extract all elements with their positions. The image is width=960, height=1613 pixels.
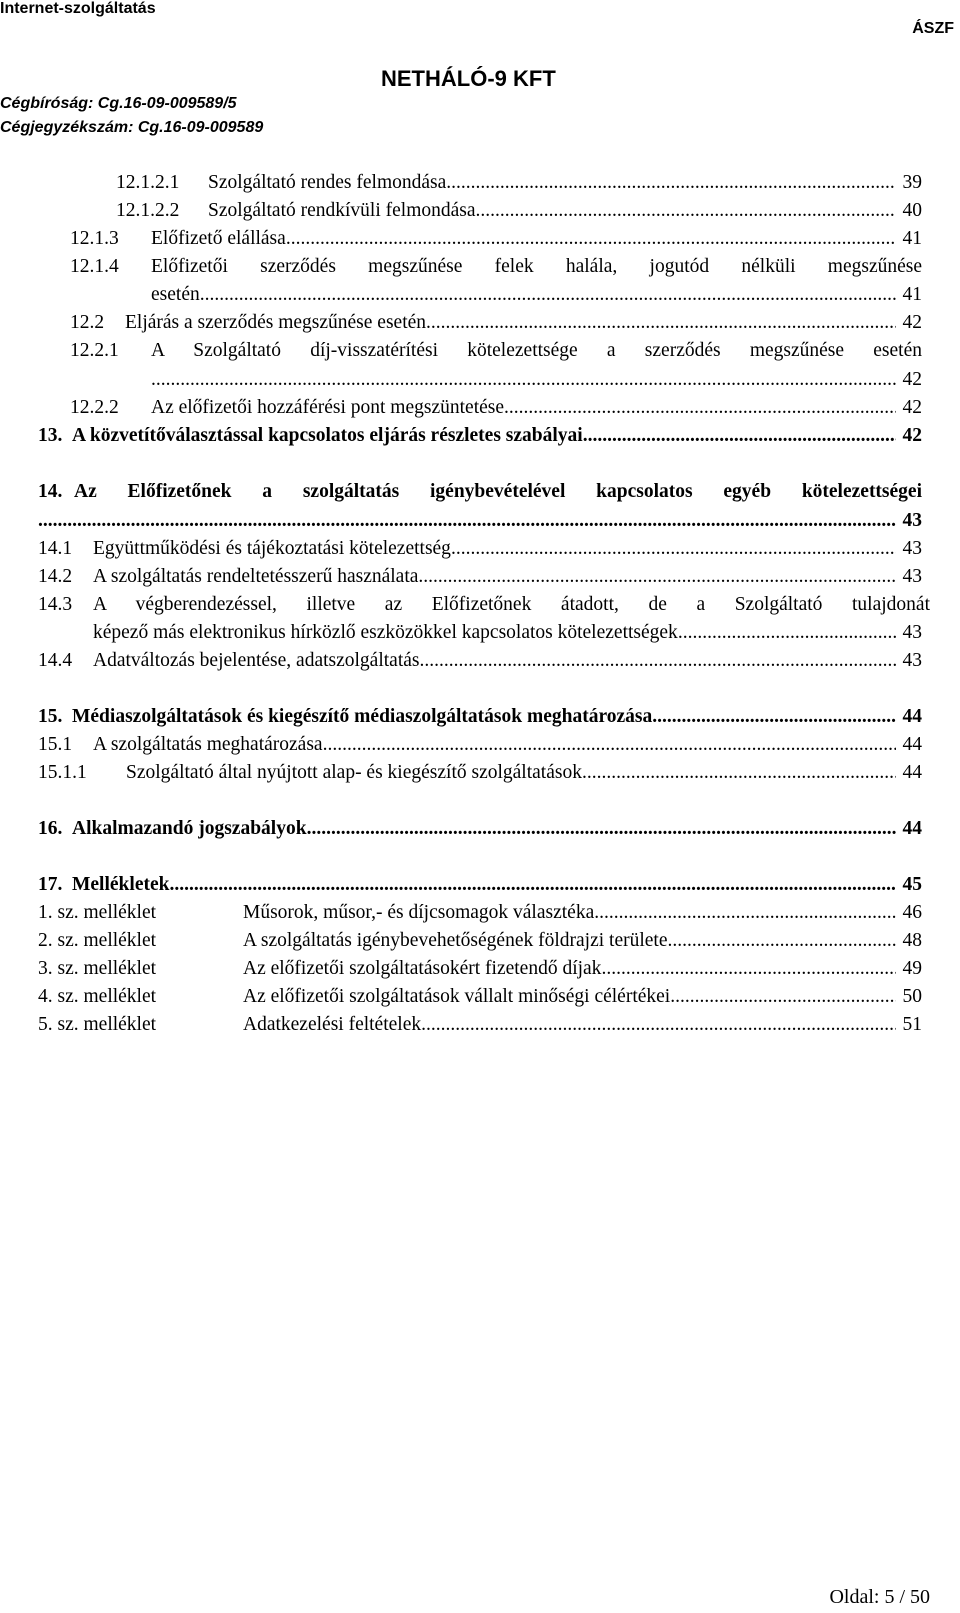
toc-entry[interactable] [0, 423, 960, 449]
toc-annex-number: 4. sz. melléklet [38, 986, 157, 1007]
toc-entry-title: Alkalmazandó jogszabályok [72, 818, 307, 839]
header-left-title: Internet-szolgáltatás [0, 0, 156, 17]
toc-entry[interactable] [0, 872, 960, 898]
toc-annex-entry[interactable] [0, 928, 960, 954]
toc-entry-number: 17. [38, 874, 63, 895]
toc-annex-number: 2. sz. melléklet [38, 930, 157, 951]
toc-entry[interactable] [0, 564, 960, 590]
toc-entry-title: Előfizetői szerződés megszűnése felek halála, jogutód nélküli megszűnése [151, 256, 922, 277]
toc-entry-number: 16. [38, 818, 63, 839]
toc-entry-page: 43 [902, 538, 922, 559]
toc-entry-number: 14. [38, 481, 63, 502]
toc-entry-number: 14.4 [38, 650, 73, 671]
toc-entry[interactable] [0, 254, 960, 280]
toc-entry-title: Az előfizetői hozzáférési pont megszüntetése [151, 397, 505, 418]
toc-entry-number: 12.2.2 [70, 397, 119, 418]
court-registration: Cégbíróság: Cg.16-09-009589/5 [0, 95, 237, 112]
toc-entry-number: 14.3 [38, 594, 73, 615]
toc-entry-page: 40 [902, 200, 922, 221]
toc-entry-page: 51 [902, 1014, 922, 1035]
toc-annex-number: 3. sz. melléklet [38, 958, 157, 979]
toc-annex-entry[interactable] [0, 900, 960, 926]
toc-entry-number: 12.1.2.2 [116, 200, 180, 221]
toc-entry-title: A szolgáltatás rendeltetésszerű használata [93, 566, 419, 587]
toc-entry[interactable] [0, 648, 960, 674]
toc-entry-page: 41 [902, 228, 922, 249]
toc-entry-number: 14.1 [38, 538, 73, 559]
toc-entry[interactable] [0, 536, 960, 562]
toc-entry[interactable] [0, 310, 960, 336]
company-registration: Cégjegyzékszám: Cg.16-09-009589 [0, 119, 264, 136]
toc-entry-title: A közvetítőválasztással kapcsolatos eljárás részletes szabályai [72, 425, 583, 446]
toc-entry-title-cont: esetén [151, 284, 200, 305]
toc-entry-page: 45 [902, 874, 922, 895]
toc-entry-page: 43 [902, 510, 922, 531]
toc-entry-title: Médiaszolgáltatások és kiegészítő médiaszolgáltatások meghatározása [72, 706, 653, 727]
toc-entry-page: 42 [902, 397, 922, 418]
toc-entry-continuation[interactable] [0, 367, 960, 393]
toc-entry-title: Mellékletek [72, 874, 170, 895]
toc-entry-title-cont: képező más elektronikus hírközlő eszközökkel kapcsolatos kötelezettségek [93, 622, 678, 643]
toc-entry-continuation[interactable] [0, 282, 960, 308]
toc-entry-title: A szolgáltatás meghatározása [93, 734, 323, 755]
toc-entry-number: 12.1.2.1 [116, 172, 180, 193]
toc-entry-page: 42 [902, 425, 922, 446]
toc-entry[interactable] [0, 732, 960, 758]
toc-entry[interactable] [0, 704, 960, 730]
toc-entry-title: Szolgáltató rendes felmondása [208, 172, 447, 193]
toc-entry-page: 39 [902, 172, 922, 193]
page-number: Oldal: 5 / 50 [829, 1586, 930, 1608]
toc-entry-page: 43 [902, 566, 922, 587]
header-right-title: ÁSZF [912, 20, 954, 37]
toc-entry-page: 43 [902, 622, 922, 643]
toc-entry-title: A Szolgáltató díj-visszatérítési kötelezettsége a szerződés megszűnése esetén [151, 340, 922, 361]
toc-annex-title: A szolgáltatás igénybevehetőségének földrajzi területe [243, 930, 668, 951]
toc-entry-number: 12.2 [70, 312, 105, 333]
toc-entry-number: 14.2 [38, 566, 73, 587]
toc-entry-page: 44 [902, 706, 922, 727]
toc-entry-number: 12.1.4 [70, 256, 119, 277]
toc-annex-number: 1. sz. melléklet [38, 902, 157, 923]
toc-entry-page: 43 [902, 650, 922, 671]
toc-annex-title: Adatkezelési feltételek [243, 1014, 422, 1035]
toc-entry-page: 42 [902, 312, 922, 333]
toc-entry-page: 44 [902, 818, 922, 839]
toc-entry-number: 12.1.3 [70, 228, 119, 249]
toc-entry[interactable] [0, 395, 960, 421]
toc-entry-title: Eljárás a szerződés megszűnése esetén [125, 312, 427, 333]
toc-entry-number: 12.2.1 [70, 340, 119, 361]
toc-entry[interactable] [0, 170, 960, 196]
toc-entry[interactable] [0, 226, 960, 252]
toc-entry-title: Szolgáltató által nyújtott alap- és kiegészítő szolgáltatások [126, 762, 582, 783]
toc-entry-page: 44 [902, 734, 922, 755]
toc-annex-entry[interactable] [0, 984, 960, 1010]
toc-entry-page: 48 [902, 930, 922, 951]
toc-annex-title: Az előfizetői szolgáltatásokért fizetendő díjak [243, 958, 602, 979]
toc-entry-continuation[interactable] [0, 620, 960, 646]
toc-entry-page: 41 [902, 284, 922, 305]
company-name: NETHÁLÓ-9 KFT [381, 66, 556, 91]
toc-entry[interactable] [0, 338, 960, 364]
toc-entry[interactable] [0, 816, 960, 842]
toc-entry[interactable] [0, 592, 960, 618]
toc-entry-page: 42 [902, 369, 922, 390]
toc-entry-title: Szolgáltató rendkívüli felmondása [208, 200, 476, 221]
toc-entry-title: Előfizető elállása [151, 228, 286, 249]
toc-entry-title: Az Előfizetőnek a szolgáltatás igénybevételével kapcsolatos egyéb kötelezettségei [74, 481, 922, 502]
toc-annex-title: Műsorok, műsor,- és díjcsomagok választéka [243, 902, 595, 923]
toc-annex-title: Az előfizetői szolgáltatások vállalt minőségi célértékei [243, 986, 671, 1007]
toc-entry-number: 15.1 [38, 734, 73, 755]
toc-entry-page: 46 [902, 902, 922, 923]
toc-entry-title: Adatváltozás bejelentése, adatszolgáltatás [93, 650, 420, 671]
toc-entry-page: 50 [902, 986, 922, 1007]
toc-entry-page: 49 [902, 958, 922, 979]
toc-entry[interactable] [0, 479, 960, 505]
toc-entry-title: Együttműködési és tájékoztatási kötelezettség [93, 538, 451, 559]
toc-annex-number: 5. sz. melléklet [38, 1014, 157, 1035]
toc-annex-entry[interactable] [0, 1012, 960, 1038]
toc-annex-entry[interactable] [0, 956, 960, 982]
toc-entry[interactable] [0, 198, 960, 224]
toc-entry-number: 13. [38, 425, 63, 446]
toc-entry-page: 44 [902, 762, 922, 783]
toc-entry-continuation[interactable] [0, 508, 960, 534]
toc-entry[interactable] [0, 760, 960, 786]
toc-entry-title: A végberendezéssel, illetve az Előfizetőnek átadott, de a Szolgáltató tulajdonát [93, 594, 930, 615]
toc-entry-number: 15.1.1 [38, 762, 87, 783]
toc-entry-number: 15. [38, 706, 63, 727]
